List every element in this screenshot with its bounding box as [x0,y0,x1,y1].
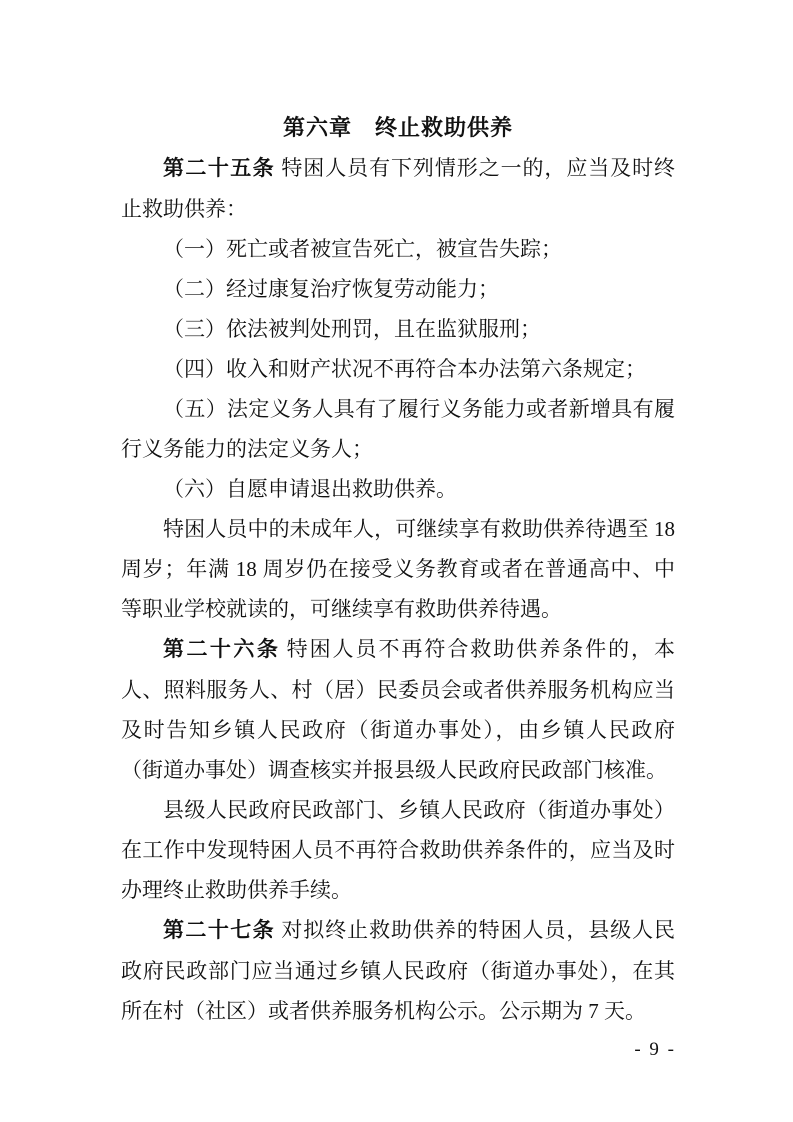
article-25-label: 第二十五条 [163,157,276,180]
page-number: - 9 - [634,1039,676,1060]
article-27-label: 第二十七条 [163,919,276,942]
list-item-2: （二）经过康复治疗恢复劳动能力； [163,277,499,301]
article-27-paragraph [121,910,675,1031]
document-body [121,108,675,1031]
list-item-3: （三）依法被判处刑罚，且在监狱服刑； [163,317,541,341]
article-26-paragraph [121,629,675,790]
article-26-text: 特困人员不再符合救助供养条件的，本人、照料服务人、村（居）民委员会或者供养服务机构应当及时告知乡镇人民政府（街道办事处），由乡镇人民政府（街道办事处）调查核实并报县级人民政府民政部门核准。 [121,637,676,782]
article-27-text: 对拟终止救助供养的特困人员，县级人民政府民政部门应当通过乡镇人民政府（街道办事处），在其所在村（社区）或者供养服务机构公示。公示期为 7 天。 [121,918,676,1023]
list-item-5: （五）法定义务人具有了履行义务能力或者新增具有履行义务能力的法定义务人； [121,397,675,461]
article-25-text: 特困人员有下列情形之一的，应当及时终止救助供养： [121,156,676,221]
article-26-second-paragraph: 县级人民政府民政部门、乡镇人民政府（街道办事处）在工作中发现特困人员不再符合救助供养条件的，应当及时办理终止救助供养手续。 [121,798,675,902]
article-25-paragraph [121,148,675,229]
list-item-6: （六）自愿申请退出救助供养。 [163,477,457,501]
article-25-continuation-paragraph: 特困人员中的未成年人，可继续享有救助供养待遇至 18 周岁；年满 18 周岁仍在接受义务教育或者在普通高中、中等职业学校就读的，可继续享有救助供养待遇。 [121,517,675,621]
list-item-1: （一）死亡或者被宣告死亡，被宣告失踪； [163,237,562,261]
chapter-heading: 第六章 终止救助供养 [282,115,513,140]
list-item-4: （四）收入和财产状况不再符合本办法第六条规定； [163,357,646,381]
article-26-label: 第二十六条 [163,638,281,661]
